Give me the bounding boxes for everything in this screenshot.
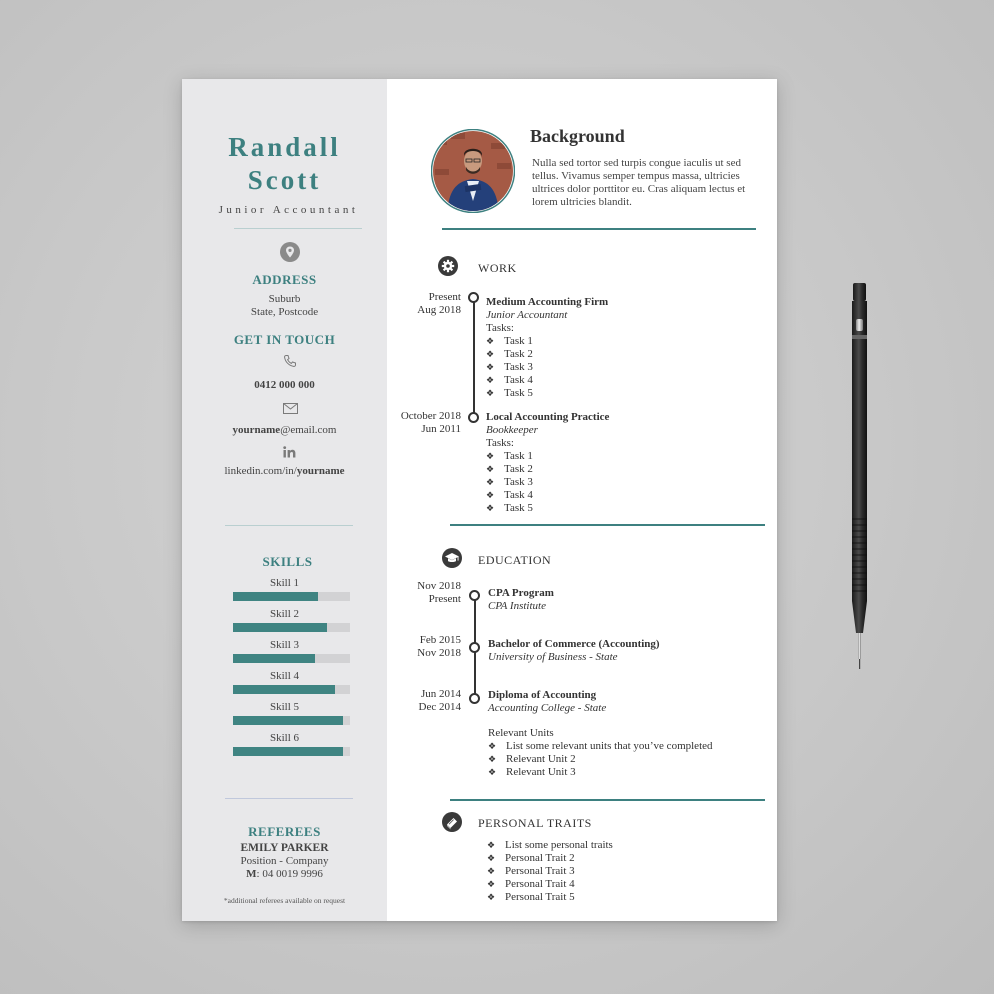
timeline-dot (468, 292, 479, 303)
education-heading: EDUCATION (478, 553, 552, 567)
skill-bar-fill (233, 685, 335, 694)
referee-note: *additional referees available on request (223, 896, 346, 905)
phone-number[interactable]: 0412 000 000 (254, 379, 315, 391)
task-item: ❖ Task 2 (486, 463, 609, 476)
edu-date-3 (371, 688, 461, 714)
trait-item: ❖ Personal Trait 5 (487, 891, 613, 904)
linkedin-user: yourname (296, 465, 345, 477)
date-end: Nov 2018 (417, 647, 461, 659)
timeline-dot (469, 642, 480, 653)
date-start: Feb 2015 (419, 634, 461, 646)
work-entry-2 (486, 411, 609, 515)
qualification: Diploma of Accounting (488, 689, 597, 701)
task-item: ❖ Task 4 (486, 489, 609, 502)
edu-entry-2 (488, 638, 660, 664)
linkedin-url[interactable] (182, 465, 387, 478)
date-end: Aug 2018 (417, 304, 461, 316)
position: Bookkeeper (486, 424, 538, 436)
task-item: ❖ Task 3 (486, 476, 609, 489)
linkedin-prefix: linkedin.com/in/ (224, 465, 297, 477)
qualification: CPA Program (488, 587, 554, 599)
referee-position: Position - Company (240, 855, 329, 867)
position: Junior Accountant (486, 309, 568, 321)
skills-heading: SKILLS (262, 554, 313, 569)
divider (225, 525, 353, 526)
divider (225, 798, 353, 799)
institution: University of Business - State (488, 651, 618, 663)
name-last: Scott (247, 165, 322, 195)
institution: CPA Institute (488, 600, 546, 612)
divider (450, 524, 765, 526)
task-item: ❖ Task 1 (486, 335, 608, 348)
contact-heading: GET IN TOUCH (233, 332, 336, 347)
skill-label: Skill 5 (269, 701, 300, 713)
task-item: ❖ Task 1 (486, 450, 609, 463)
edu-date-1 (371, 580, 461, 606)
date-start: Nov 2018 (417, 580, 461, 592)
work-heading: WORK (478, 261, 517, 275)
referee-name: EMILY PARKER (240, 842, 329, 854)
skill-bar (233, 685, 350, 694)
name-first: Randall (228, 132, 341, 162)
traits-section (487, 839, 613, 904)
referee-phone-label: M (246, 868, 257, 880)
work-timeline (473, 296, 475, 417)
trait-item: ❖ Personal Trait 2 (487, 852, 613, 865)
skill-label: Skill 1 (269, 577, 300, 589)
skill-bar (233, 747, 350, 756)
divider (450, 799, 765, 801)
edu-date-2 (371, 634, 461, 660)
address-heading: ADDRESS (252, 272, 317, 287)
unit-item: ❖ Relevant Unit 2 (488, 753, 713, 766)
referee-phone-number: : 04 0019 9996 (256, 868, 323, 880)
email-user: yourname (232, 424, 281, 436)
relevant-units (488, 727, 713, 779)
skill-label: Skill 3 (269, 639, 300, 651)
resume-page (182, 79, 777, 921)
profile-photo (431, 129, 515, 218)
date-start: Present (428, 291, 461, 303)
institution: Accounting College - State (488, 702, 607, 714)
date-start: October 2018 (400, 410, 461, 422)
graduation-cap-icon (442, 548, 462, 568)
task-item: ❖ Task 5 (486, 502, 609, 515)
edu-entry-1 (488, 587, 554, 613)
edu-entry-3 (488, 689, 606, 715)
skill-bar-fill (233, 623, 327, 632)
employer: Medium Accounting Firm (486, 296, 609, 308)
task-item: ❖ Task 3 (486, 361, 608, 374)
divider (234, 228, 362, 229)
divider (442, 228, 756, 230)
referee-phone (182, 868, 387, 881)
timeline-dot (469, 693, 480, 704)
linkedin-icon (283, 445, 296, 463)
date-start: Jun 2014 (420, 688, 461, 700)
skill-label: Skill 6 (269, 732, 300, 744)
task-item: ❖ Task 2 (486, 348, 608, 361)
unit-item: ❖ List some relevant units that you’ve completed (488, 740, 713, 753)
traits-list (487, 839, 613, 904)
background-heading: Background (530, 126, 625, 146)
location-pin-icon (280, 242, 300, 267)
work-entry-1 (486, 296, 608, 400)
skill-bar-fill (233, 716, 343, 725)
work-date-2 (371, 410, 461, 436)
trait-item: ❖ Personal Trait 3 (487, 865, 613, 878)
skill-label: Skill 2 (269, 608, 300, 620)
trait-item: ❖ List some personal traits (487, 839, 613, 852)
skill-bar-fill (233, 654, 315, 663)
mail-icon (283, 401, 298, 419)
timeline-dot (468, 412, 479, 423)
mechanical-pencil (850, 283, 870, 673)
task-item: ❖ Task 4 (486, 374, 608, 387)
email-domain: @email.com (280, 424, 337, 436)
tasks-label: Tasks: (486, 322, 514, 334)
date-end: Present (428, 593, 461, 605)
tasks-label: Tasks: (486, 437, 514, 449)
resume-sidebar (182, 79, 387, 921)
work-date-1 (371, 291, 461, 317)
book-icon (442, 812, 462, 832)
timeline-dot (469, 590, 480, 601)
gear-icon (438, 256, 458, 276)
trait-item: ❖ Personal Trait 4 (487, 878, 613, 891)
employer: Local Accounting Practice (486, 411, 610, 423)
date-end: Dec 2014 (418, 701, 461, 713)
skill-bar (233, 623, 350, 632)
unit-item: ❖ Relevant Unit 3 (488, 766, 713, 779)
phone-icon (283, 354, 297, 373)
skill-bar (233, 654, 350, 663)
address-line1: Suburb (268, 293, 301, 305)
address-line2: State, Postcode (250, 306, 319, 318)
skill-bar (233, 716, 350, 725)
email-address[interactable] (182, 424, 387, 437)
skill-bar-fill (233, 592, 318, 601)
traits-heading: PERSONAL TRAITS (478, 816, 592, 830)
skill-bar-fill (233, 747, 343, 756)
date-end: Jun 2011 (421, 423, 461, 435)
task-item: ❖ Task 5 (486, 387, 608, 400)
task-list (486, 450, 609, 515)
skill-bar (233, 592, 350, 601)
skill-label: Skill 4 (269, 670, 300, 682)
qualification: Bachelor of Commerce (Accounting) (488, 638, 660, 650)
background-text: Nulla sed tortor sed turpis congue iaculis ut sed tellus. Vivamus semper tempus massa, ultricies ultrices dolor porttitor eu. Cras aliquam lectus et lorem ultricies blandit. (532, 157, 746, 208)
units-list (488, 740, 713, 779)
units-label: Relevant Units (488, 727, 554, 739)
referees-heading: REFEREES (248, 824, 321, 839)
task-list (486, 335, 608, 400)
job-role: Junior Accountant (218, 204, 359, 216)
